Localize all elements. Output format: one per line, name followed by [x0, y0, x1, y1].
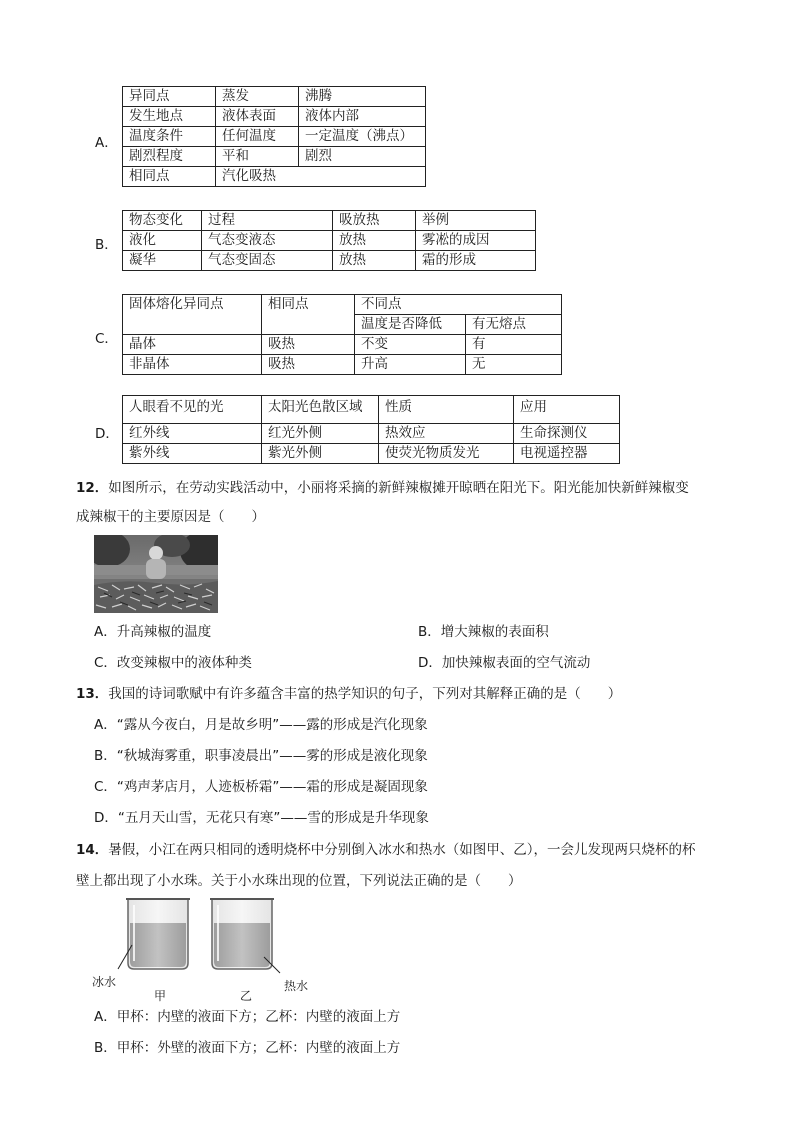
table-cell: 发生地点: [123, 107, 216, 127]
table-cell: 温度是否降低: [355, 315, 466, 335]
table-row: [123, 251, 536, 271]
table-cell: 任何温度: [216, 127, 299, 147]
table-cell: 异同点: [123, 87, 216, 107]
table-cell: 吸热: [262, 335, 355, 355]
q12-option-a[interactable]: A．升高辣椒的温度: [94, 624, 212, 640]
table-cell: 升高: [355, 355, 466, 375]
table-cell: 非晶体: [123, 355, 262, 375]
table-cell: 不变: [355, 335, 466, 355]
label-ice-water: 冰水: [92, 975, 117, 989]
table-cell: 一定温度（沸点）: [299, 127, 426, 147]
table-row: [123, 231, 536, 251]
beaker-jia: [118, 899, 190, 969]
table-solid-melting: [122, 294, 562, 375]
table-row: [123, 167, 426, 187]
q14-option-b[interactable]: B．甲杯：外壁的液面下方；乙杯：内壁的液面上方: [94, 1040, 401, 1056]
table-cell: 平和: [216, 147, 299, 167]
table-cell: 晶体: [123, 335, 262, 355]
chili-drying-photo: [94, 535, 218, 613]
table-cell: 沸腾: [299, 87, 426, 107]
table-row: [123, 295, 562, 315]
table-cell: 剧烈程度: [123, 147, 216, 167]
table-cell: 吸热: [262, 355, 355, 375]
table-cell: 人眼看不见的光: [123, 396, 262, 424]
table-row: [123, 107, 426, 127]
option-d-label: D．: [95, 426, 119, 442]
q12-option-b[interactable]: B．增大辣椒的表面积: [418, 624, 549, 640]
q12-option-d[interactable]: D．加快辣椒表面的空气流动: [418, 655, 591, 671]
table-cell: 凝华: [123, 251, 202, 271]
table-cell: 太阳光色散区域: [262, 396, 379, 424]
beakers-figure: [92, 893, 352, 1005]
q14-text: 暑假，小江在两只相同的透明烧杯中分别倒入冰水和热水（如图甲、乙），一会儿发现两只烧杯的杯: [108, 842, 696, 858]
table-evaporation-boiling: [122, 86, 426, 187]
table-cell: 温度条件: [123, 127, 216, 147]
table-row: [123, 147, 426, 167]
option-b-label: B．: [95, 237, 118, 253]
table-cell: 紫光外侧: [262, 444, 379, 464]
table-cell: 红光外侧: [262, 424, 379, 444]
option-a-label: A．: [95, 135, 118, 151]
table-cell: 不同点: [355, 295, 562, 315]
table-cell: 相同点: [262, 295, 355, 335]
table-cell: 霜的形成: [416, 251, 536, 271]
table-cell: 蒸发: [216, 87, 299, 107]
label-yi: 乙: [240, 989, 253, 1003]
table-cell: 放热: [333, 231, 416, 251]
q13-option-c[interactable]: C．“鸡声茅店月，人迹板桥霜”——霜的形成是凝固现象: [94, 779, 428, 795]
table-cell: 气态变液态: [202, 231, 333, 251]
table-cell: 电视遥控器: [514, 444, 620, 464]
table-row: [123, 335, 562, 355]
q13-option-a[interactable]: A．“露从今夜白，月是故乡明”——露的形成是汽化现象: [94, 717, 428, 733]
table-cell: 有: [466, 335, 562, 355]
table-cell: 汽化吸热: [216, 167, 426, 187]
table-cell: 无: [466, 355, 562, 375]
table-cell: 剧烈: [299, 147, 426, 167]
table-cell: 相同点: [123, 167, 216, 187]
table-cell: 吸放热: [333, 211, 416, 231]
table-cell: 生命探测仪: [514, 424, 620, 444]
q12-stem-line2: 成辣椒干的主要原因是（ ）: [76, 509, 265, 525]
table-cell: 气态变固态: [202, 251, 333, 271]
q12-stem-line1: [76, 478, 689, 498]
table-cell: 使荧光物质发光: [379, 444, 514, 464]
q13-option-b[interactable]: B．“秋城海雾重，职事凌晨出”——雾的形成是液化现象: [94, 748, 428, 764]
q12-number: 12．: [76, 480, 109, 496]
table-cell: 液体表面: [216, 107, 299, 127]
table-state-changes: [122, 210, 536, 271]
beaker-yi: [210, 899, 280, 973]
q14-stem-line2: 壁上都出现了小水珠。关于小水珠出现的位置，下列说法正确的是（ ）: [76, 873, 522, 889]
q13-number: 13．: [76, 686, 109, 702]
table-row: [123, 396, 620, 424]
table-cell: 红外线: [123, 424, 262, 444]
table-cell: 放热: [333, 251, 416, 271]
table-row: [123, 355, 562, 375]
table-cell: 性质: [379, 396, 514, 424]
table-row: [123, 87, 426, 107]
q13-option-d[interactable]: D．“五月天山雪，无花只有寒”——雪的形成是升华现象: [94, 810, 429, 826]
q12-option-c[interactable]: C．改变辣椒中的液体种类: [94, 655, 252, 671]
q14-stem-line1: [76, 840, 696, 860]
table-cell: 紫外线: [123, 444, 262, 464]
table-cell: 物态变化: [123, 211, 202, 231]
table-cell: 有无熔点: [466, 315, 562, 335]
q13-text: 我国的诗词歌赋中有许多蕴含丰富的热学知识的句子，下列对其解释正确的是（ ）: [108, 686, 622, 702]
label-jia: 甲: [154, 989, 167, 1003]
table-row: [123, 211, 536, 231]
label-hot-water: 热水: [284, 979, 309, 993]
q13-stem: [76, 684, 621, 704]
q12-text: 如图所示，在劳动实践活动中，小丽将采摘的新鲜辣椒摊开晾晒在阳光下。阳光能加快新鲜辣椒变: [108, 480, 689, 496]
table-cell: 液体内部: [299, 107, 426, 127]
table-cell: 过程: [202, 211, 333, 231]
table-cell: 雾凇的成因: [416, 231, 536, 251]
table-cell: 应用: [514, 396, 620, 424]
table-invisible-light: [122, 395, 620, 464]
table-cell: 液化: [123, 231, 202, 251]
table-cell: 固体熔化异同点: [123, 295, 262, 335]
table-cell: 举例: [416, 211, 536, 231]
table-row: [123, 127, 426, 147]
table-row: [123, 424, 620, 444]
q14-option-a[interactable]: A．甲杯：内壁的液面下方；乙杯：内壁的液面上方: [94, 1009, 401, 1025]
option-c-label: C．: [95, 331, 118, 347]
table-row: [123, 444, 620, 464]
table-cell: 热效应: [379, 424, 514, 444]
q14-number: 14．: [76, 842, 109, 858]
